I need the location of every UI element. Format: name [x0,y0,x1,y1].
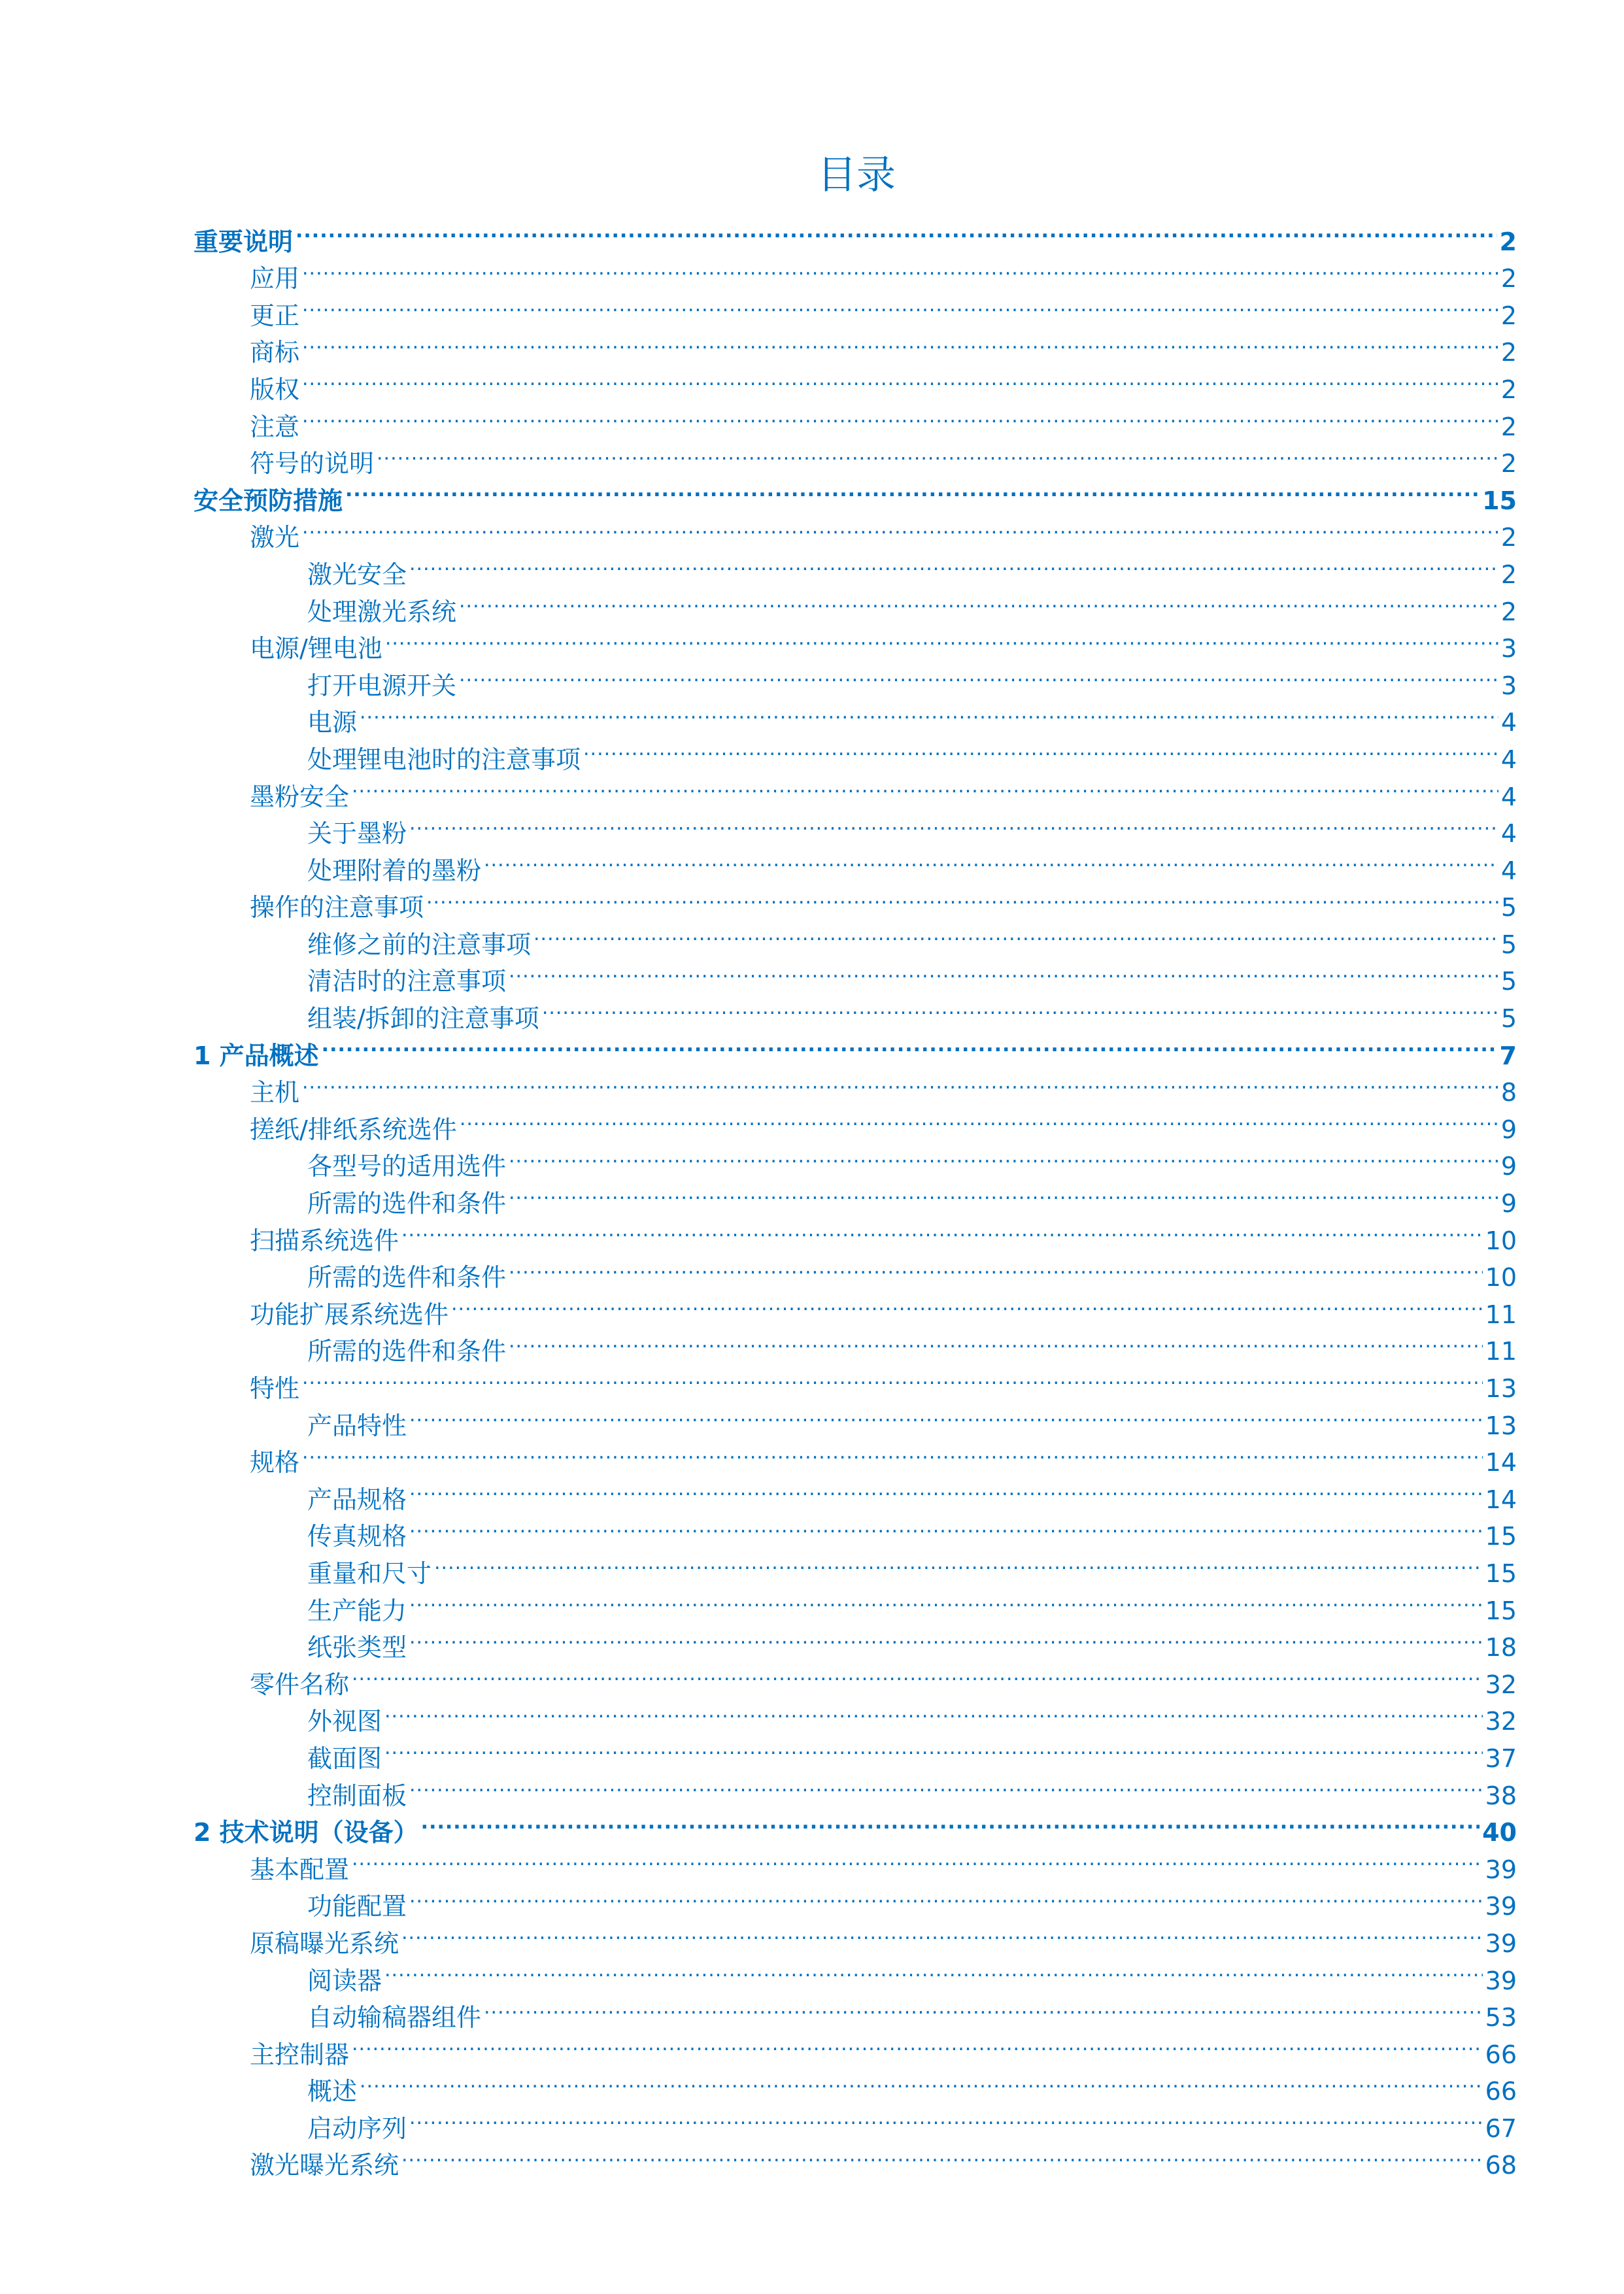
toc-entry-title: 阅读器 [307,1966,382,1995]
toc-entry-level-2[interactable] [194,435,1517,479]
dot-leader [384,1693,1483,1730]
toc-entry-title: 所需的选件和条件 [307,1189,507,1219]
toc-entry-page-number: 66 [1485,2077,1517,2106]
toc-entry-level-3[interactable] [194,1693,1517,1736]
toc-entry-title: 产品规格 [307,1485,407,1514]
toc-entry-level-3[interactable] [194,1989,1517,2033]
toc-entry-page-number: 9 [1500,1152,1517,1181]
dot-leader [302,1360,1483,1397]
toc-entry-level-3[interactable] [194,805,1517,849]
toc-entry-level-3[interactable] [194,731,1517,774]
toc-entry-title: 特性 [250,1374,300,1403]
dot-leader [384,1730,1483,1767]
dot-leader [409,1508,1483,1545]
toc-entry-level-3[interactable] [194,657,1517,700]
dot-leader [583,731,1498,768]
toc-entry-title: 符号的说明 [250,449,375,479]
dot-leader [451,1286,1483,1323]
toc-entry-title: 主控制器 [250,2040,350,2069]
dot-leader [352,1656,1483,1693]
dot-leader [345,472,1480,509]
toc-entry-page-number: 53 [1485,2003,1517,2033]
toc-entry-level-2[interactable] [194,1064,1517,1107]
toc-entry-page-number: 2 [1500,523,1517,552]
toc-entry-page-number: 39 [1485,1966,1517,1995]
toc-entry-title: 版权 [250,375,300,404]
toc-entry-title: 电源/锂电池 [250,634,382,664]
dot-leader [302,287,1498,324]
dot-leader [302,1434,1483,1472]
toc-entry-page-number: 15 [1485,1596,1517,1625]
toc-entry-title: 打开电源开关 [307,671,457,700]
dot-leader [352,2026,1483,2063]
toc-entry-title: 传真规格 [307,1522,407,1551]
toc-entry-page-number: 8 [1500,1078,1517,1107]
dot-leader [302,509,1498,547]
toc-entry-title: 功能扩展系统选件 [250,1300,449,1329]
dot-leader [360,2063,1483,2100]
toc-entry-title: 所需的选件和条件 [307,1263,507,1292]
toc-entry-page-number: 15 [1485,1522,1517,1551]
toc-entry-level-2[interactable] [194,1841,1517,1884]
toc-entry-page-number: 40 [1482,1818,1517,1847]
toc-entry-level-2[interactable] [194,1101,1517,1144]
toc-entry-level-2[interactable] [194,398,1517,441]
toc-entry-level-2[interactable] [194,620,1517,664]
toc-entry-title: 激光安全 [307,560,407,589]
toc-entry-level-3[interactable] [194,1397,1517,1440]
toc-entry-page-number: 2 [1500,597,1517,626]
dot-leader [302,324,1498,362]
toc-entry-level-2[interactable] [194,250,1517,294]
toc-entry-title: 零件名称 [250,1670,350,1699]
toc-entry-page-number: 39 [1485,1855,1517,1884]
toc-entry-level-3[interactable] [194,2100,1517,2143]
dot-leader [434,1545,1483,1582]
toc-entry-page-number: 9 [1500,1115,1517,1144]
toc-entry-title: 重要说明 [194,227,294,256]
toc-entry-page-number: 4 [1500,819,1517,849]
toc-entry-title: 关于墨粉 [307,819,407,849]
toc-entry-title: 操作的注意事项 [250,893,424,922]
toc-entry-title: 截面图 [307,1744,382,1773]
dot-leader [360,694,1498,732]
dot-leader [426,879,1498,917]
toc-entry-title: 组装/拆卸的注意事项 [307,1004,539,1034]
toc-entry-page-number: 3 [1500,671,1517,700]
dot-leader [302,1064,1498,1102]
toc-entry-level-2[interactable] [194,1434,1517,1477]
dot-leader [377,435,1498,473]
toc-entry-title: 所需的选件和条件 [307,1337,507,1366]
toc-entry-page-number: 2 [1500,449,1517,479]
toc-entry-level-3[interactable] [194,1730,1517,1773]
toc-entry-level-3[interactable] [194,1767,1517,1810]
toc-entry-level-1[interactable] [194,1027,1517,1070]
toc-entry-level-2[interactable] [194,1360,1517,1403]
dot-leader [484,842,1498,879]
toc-entry-page-number: 5 [1500,967,1517,996]
toc-entry-level-3[interactable] [194,546,1517,589]
toc-entry-title: 1 产品概述 [194,1041,319,1070]
toc-entry-title: 生产能力 [307,1596,407,1625]
toc-entry-level-1[interactable] [194,472,1517,515]
toc-entry-page-number: 2 [1499,227,1517,256]
toc-entry-title: 功能配置 [307,1892,407,1921]
dot-leader [409,1471,1483,1508]
toc-entry-page-number: 4 [1500,856,1517,885]
toc-entry-page-number: 2 [1500,375,1517,404]
toc-entry-title: 重量和尺寸 [307,1559,432,1588]
toc-entry-title: 控制面板 [307,1781,407,1810]
toc-entry-level-1[interactable] [194,213,1517,256]
toc-entry-title: 原稿曝光系统 [250,1929,399,1958]
toc-entry-page-number: 7 [1499,1041,1517,1070]
toc-title: 目录 [817,152,896,198]
toc-entry-title: 更正 [250,301,300,330]
toc-entry-title: 电源 [307,708,358,737]
toc-list [194,213,1517,2180]
toc-entry-page-number: 13 [1485,1411,1517,1440]
toc-entry-page-number: 2 [1500,560,1517,589]
dot-leader [302,250,1498,288]
toc-entry-level-2[interactable] [194,324,1517,367]
dot-leader [460,1101,1498,1138]
toc-entry-level-3[interactable] [194,1471,1517,1514]
toc-entry-page-number: 10 [1485,1263,1517,1292]
toc-entry-level-3[interactable] [194,1878,1517,1921]
dot-leader [296,213,1497,250]
toc-entry-title: 处理附着的墨粉 [307,856,482,885]
toc-entry-title: 商标 [250,338,300,367]
dot-leader [509,1249,1483,1287]
toc-entry-page-number: 4 [1500,782,1517,811]
dot-leader [409,1397,1483,1434]
toc-entry-level-2[interactable] [194,1656,1517,1699]
toc-entry-title: 启动序列 [307,2114,407,2143]
toc-entry-title: 注意 [250,412,300,441]
toc-entry-page-number: 15 [1485,1559,1517,1588]
toc-entry-page-number: 13 [1485,1374,1517,1403]
toc-entry-level-3[interactable] [194,694,1517,737]
toc-entry-title: 激光 [250,523,300,552]
toc-entry-title: 主机 [250,1078,300,1107]
toc-entry-page-number: 18 [1485,1633,1517,1662]
dot-leader [409,805,1498,843]
toc-entry-page-number: 67 [1485,2114,1517,2143]
toc-entry-page-number: 14 [1485,1485,1517,1514]
toc-entry-title: 维修之前的注意事项 [307,930,532,959]
dot-leader [484,1989,1483,2027]
toc-entry-title: 纸张类型 [307,1633,407,1662]
toc-entry-title: 安全预防措施 [194,486,343,515]
dot-leader [352,768,1498,805]
dot-leader [385,620,1498,658]
toc-entry-title: 处理锂电池时的注意事项 [307,745,581,774]
toc-entry-level-2[interactable] [194,509,1517,552]
dot-leader [302,398,1498,435]
toc-entry-page-number: 15 [1482,486,1517,515]
toc-entry-page-number: 32 [1485,1707,1517,1736]
dot-leader [409,1582,1483,1619]
dot-leader [542,990,1498,1027]
toc-entry-page-number: 11 [1485,1300,1517,1329]
toc-entry-page-number: 5 [1500,1004,1517,1034]
toc-entry-page-number: 3 [1500,634,1517,664]
dot-leader [409,1619,1483,1657]
toc-entry-page-number: 32 [1485,1670,1517,1699]
toc-entry-page-number: 14 [1485,1448,1517,1477]
dot-leader [459,583,1498,620]
toc-entry-title: 应用 [250,264,300,294]
toc-entry-title: 各型号的适用选件 [307,1152,507,1181]
dot-leader [384,1952,1483,1989]
toc-entry-level-2[interactable] [194,2026,1517,2069]
dot-leader [409,1878,1483,1915]
toc-entry-page-number: 2 [1500,338,1517,367]
toc-entry-page-number: 2 [1500,264,1517,294]
dot-leader [302,361,1498,398]
toc-entry-level-3[interactable] [194,2063,1517,2106]
toc-entry-title: 2 技术说明（设备） [194,1818,418,1847]
dot-leader [401,1212,1483,1249]
toc-entry-page-number: 11 [1485,1337,1517,1366]
toc-entry-page-number: 4 [1500,708,1517,737]
toc-entry-level-2[interactable] [194,287,1517,330]
toc-entry-page-number: 9 [1500,1189,1517,1219]
dot-leader [409,546,1498,583]
toc-entry-page-number: 38 [1485,1781,1517,1810]
dot-leader [401,2137,1483,2174]
toc-entry-title: 处理激光系统 [307,597,457,626]
toc-entry-title: 扫描系统选件 [250,1226,399,1255]
toc-entry-title: 规格 [250,1448,300,1477]
toc-entry-title: 外视图 [307,1707,382,1736]
toc-entry-title: 墨粉安全 [250,782,350,811]
toc-entry-page-number: 10 [1485,1226,1517,1255]
toc-entry-page-number: 5 [1500,893,1517,922]
toc-entry-title: 基本配置 [250,1855,350,1884]
dot-leader [322,1027,1497,1064]
toc-entry-level-2[interactable] [194,768,1517,811]
dot-leader [509,1138,1498,1175]
dot-leader [533,916,1498,953]
toc-entry-title: 概述 [307,2077,358,2106]
dot-leader [509,1323,1483,1360]
toc-entry-title: 搓纸/排纸系统选件 [250,1115,457,1144]
dot-leader [459,657,1498,694]
dot-leader [409,2100,1483,2137]
toc-entry-page-number: 39 [1485,1929,1517,1958]
toc-entry-page-number: 2 [1500,301,1517,330]
dot-leader [352,1841,1483,1878]
dot-leader [401,1915,1483,1952]
toc-entry-page-number: 37 [1485,1744,1517,1773]
toc-entry-page-number: 5 [1500,930,1517,959]
toc-entry-page-number: 2 [1500,412,1517,441]
dot-leader [421,1804,1480,1842]
toc-entry-title: 自动输稿器组件 [307,2003,482,2033]
toc-entry-page-number: 68 [1485,2151,1517,2180]
dot-leader [409,1767,1483,1804]
toc-entry-title: 清洁时的注意事项 [307,967,507,996]
toc-entry-level-3[interactable] [194,1952,1517,1995]
toc-entry-page-number: 39 [1485,1892,1517,1921]
toc-entry-title: 激光曝光系统 [250,2151,399,2180]
dot-leader [509,1175,1498,1212]
toc-entry-page-number: 4 [1500,745,1517,774]
dot-leader [509,953,1498,990]
toc-entry-page-number: 66 [1485,2040,1517,2069]
toc-entry-title: 产品特性 [307,1411,407,1440]
toc-entry-level-2[interactable] [194,361,1517,404]
